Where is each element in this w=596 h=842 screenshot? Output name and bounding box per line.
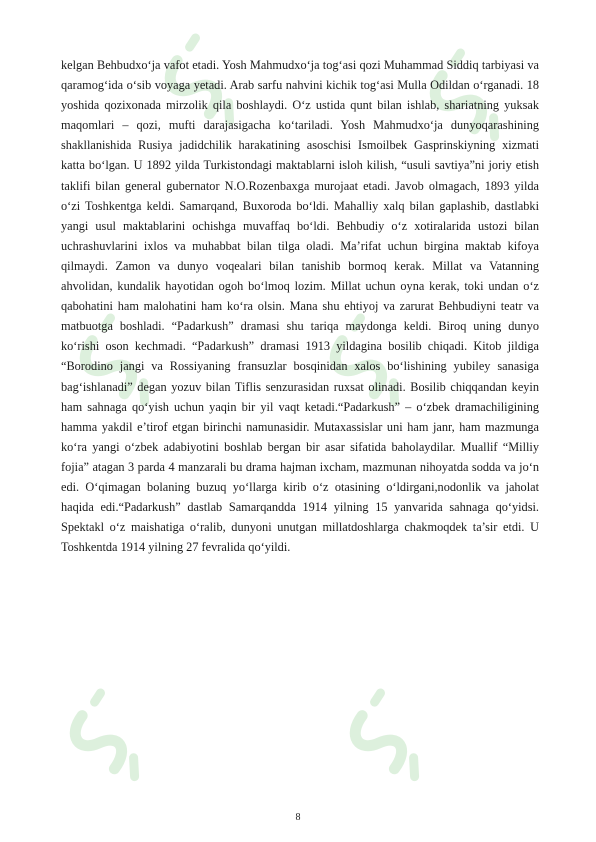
- body-paragraph: kelgan Behbudxo‘ja vafot etadi. Yosh Mahmudxo‘ja tog‘asi qozi Muhammad Siddiq tarbiyasi va qaramog‘ida o‘sib voyaga yetadi. Arab sarfu nahvini kichik tog‘asi Mulla Odildan o‘rganadi. 18 yoshida qozixonada mirzolik qila boshlaydi. O‘z ustida qunt bilan ishlab, shariatning yuksak maqomlari – qozi, mufti darajasigacha ko‘tariladi. Yosh Mahmudxo‘ja dunyoqarashining shakllanishida Rusiya jadidchilik harakatining asoschisi Ismoilbek Gasprinskiyning xizmati katta bo‘lgan. U 1892 yilda Turkistondagi maktablarni isloh kilish, “usuli savtiya”ni joriy etish taklifi bilan general gubernator N.O.Rozenbaxga murojaat etadi. Javob olmagach, 1893 yilda o‘zi Toshkentga keldi. Samarqand, Buxoroda bo‘ldi. Mahalliy xalq bilan gaplashib, dastlabki yangi usul maktablarini ochishga muvaffaq bo‘ldi. Behbudiy o‘z xotiralarida ustozi bilan uchrashuvlarini ixlos va muhabbat bilan tilga oladi. Ma’rifat uchun birgina maktab kifoya qilmaydi. Zamon va dunyo voqealari bilan tanishib bormoq kerak. Millat va Vatanning ahvolidan, kundalik hayotidan ogoh bo‘lmoq lozim. Millat uchun oyna kerak, toki undan o‘z qabohatini ham malohatini ham ko‘ra olsin. Mana shu ehtiyoj va zarurat Behbudiyni teatr va matbuotga boshladi. “Padarkush” dramasi shu tariqa maydonga keldi. Biroq uning dunyo ko‘rishi oson kechmadi. “Padarkush” dramasi 1913 yildagina bosilib chiqadi. Kitob jildiga “Borodino jangi va Rossiyaning fransuzlar bosqinidan xalos bo‘lishining yubiley sanasiga bag‘ishlanadi” degan yozuv bilan Tiflis senzurasidan ruxsat olinadi. Bosilib chiqqandan keyin ham sahnaga qo‘yish uchun yaqin bir yil vaqt ketadi.“Padarkush” – o‘zbek dramachiligining hamma yakdil e’tirof etgan birinchi namunasidir. Mutaxassislar uni ham janr, ham mazmunga ko‘ra yangi o‘zbek adabiyotini boshlab bergan bir asar sifatida baholaydilar. Muallif “Milliy fojia” atagan 3 parda 4 manzarali bu drama hajman ixcham, mazmunan nihoyatda sodda va jo‘n edi. O‘qimagan bolaning buzuq yo‘llarga kirib o‘z otasining o‘ldirgani,nodonlik va jaholat haqida edi.“Padarkush” dastlab Samarqandda 1914 yilning 15 yanvarida sahnaga qo‘yidsi. Spektakl o‘z maishatiga o‘ralib, dunyoni unutgan millatdoshlarga chakmoqdek ta’sir etdi. U Toshkentda 1914 yilning 27 fevralida qo‘yildi.: [61, 58, 539, 555]
- watermark-logo-icon: [63, 693, 151, 792]
- watermark-logo-icon: [343, 693, 431, 792]
- page-number: 8: [295, 812, 301, 823]
